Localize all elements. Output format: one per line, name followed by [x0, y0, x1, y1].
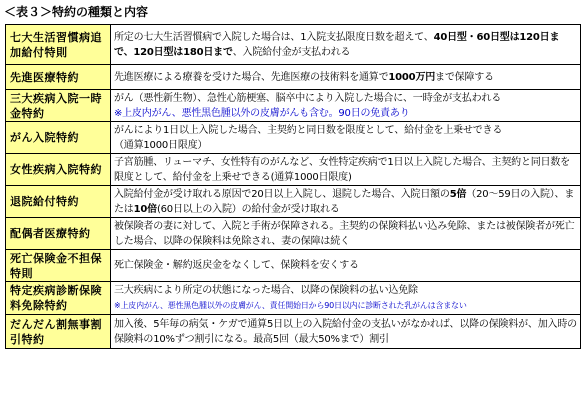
table-row: [6, 65, 581, 90]
description-text: 被保険者の妻に対して、入院と手術が保障される。主契約の保険料払い込み免除、または被保険者が死亡した場合、以降の保険料は免除され、妻の保障は続く: [114, 220, 575, 247]
description-text: (60日以上の入院）の給付金が受け取れる: [156, 203, 340, 215]
rider-table: [5, 24, 581, 349]
rider-name: 三大疾病入院一時金特約: [6, 90, 111, 122]
table-row: [6, 250, 581, 282]
rider-description: [111, 65, 581, 90]
table-row: [6, 218, 581, 250]
description-text: （20～59日の入院）、または: [114, 188, 575, 215]
rider-name: 先進医療特約: [6, 65, 111, 90]
table-row: [6, 186, 581, 218]
rider-description: [111, 315, 581, 349]
note-text: ※上皮内がん、悪性黒色腫以外の皮膚がんも含む。90日の免責あり: [114, 107, 410, 119]
description-text: 加入後、5年毎の病気・ケガで通算5日以上の入院給付金の支払いがなかれば、以降の保険料が、加入時の保険料の10%ずつ割引になる。最高5回（最大50%まで）割引: [114, 318, 577, 345]
rider-description: [111, 218, 581, 250]
description-text: まで保障する: [435, 71, 494, 83]
rider-name: 退院給付特約: [6, 186, 111, 218]
rider-name: 七大生活習慣病追加給付特則: [6, 25, 111, 65]
rider-description: [111, 250, 581, 282]
rider-description: [111, 154, 581, 186]
table-row: [6, 315, 581, 349]
description-text: 所定の七大生活習慣病で入院した場合は、1入院支払限度日数を超えて、: [114, 31, 434, 43]
rider-name: 女性疾病入院特約: [6, 154, 111, 186]
description-text: 5倍: [449, 188, 467, 200]
rider-description: [111, 282, 581, 315]
table-row: [6, 25, 581, 65]
description-text: 先進医療による療養を受けた場合、先進医療の技術料を通算で: [114, 71, 389, 83]
page-title: ＜表３＞特約の種類と内容: [4, 5, 149, 19]
description-text: 入院給付金が受け取れる原因で20日以上入院し、退院した場合、入院日額の: [114, 188, 450, 200]
rider-name: 特定疾病診断保険料免除特約: [6, 282, 111, 315]
description-text: がんにより1日以上入院した場合、主契約と同日数を限度として、給付金を上乗せできる: [114, 124, 503, 136]
rider-description: [111, 25, 581, 65]
table-row: [6, 122, 581, 154]
description-text: 1000万円: [388, 71, 436, 83]
description-text: 、入院給付金が支払われる: [232, 46, 351, 58]
rider-description: [111, 122, 581, 154]
table-row: [6, 90, 581, 122]
description-text: 三大疾病により所定の状態になった場合、以降の保険料の払い込免除: [114, 285, 418, 296]
table-row: [6, 154, 581, 186]
description-text: 死亡保険金・解約返戻金をなくして、保険料を安くする: [114, 260, 359, 271]
rider-name: 配偶者医療特約: [6, 218, 111, 250]
description-text: がん（悪性新生物）、急性心筋梗塞、脳卒中により入院した場合に、一時金が支払われる: [114, 92, 501, 104]
description-text: 子宮筋腫、リューマチ、女性特有のがんなど、女性特定疾病で1日以上入院した場合、主契約と同日数を限度として、給付金を上乗せできる(通算1000日限度): [114, 156, 570, 183]
table-row: [6, 282, 581, 315]
rider-name: がん入院特約: [6, 122, 111, 154]
description-text: （通算1000日限度）: [114, 139, 208, 151]
rider-description: [111, 90, 581, 122]
rider-description: [111, 186, 581, 218]
description-text: 40日型・60日型は120日まで、120日型は180日まで: [114, 31, 560, 58]
rider-name: だんだん割無事割引特約: [6, 315, 111, 349]
description-text: 10倍: [133, 203, 157, 215]
note-text: ※上皮内がん、悪性黒色腫以外の皮膚がん、責任開始日から90日以内に診断された乳がんは含まない: [114, 301, 467, 310]
rider-name: 死亡保険金不担保特則: [6, 250, 111, 282]
